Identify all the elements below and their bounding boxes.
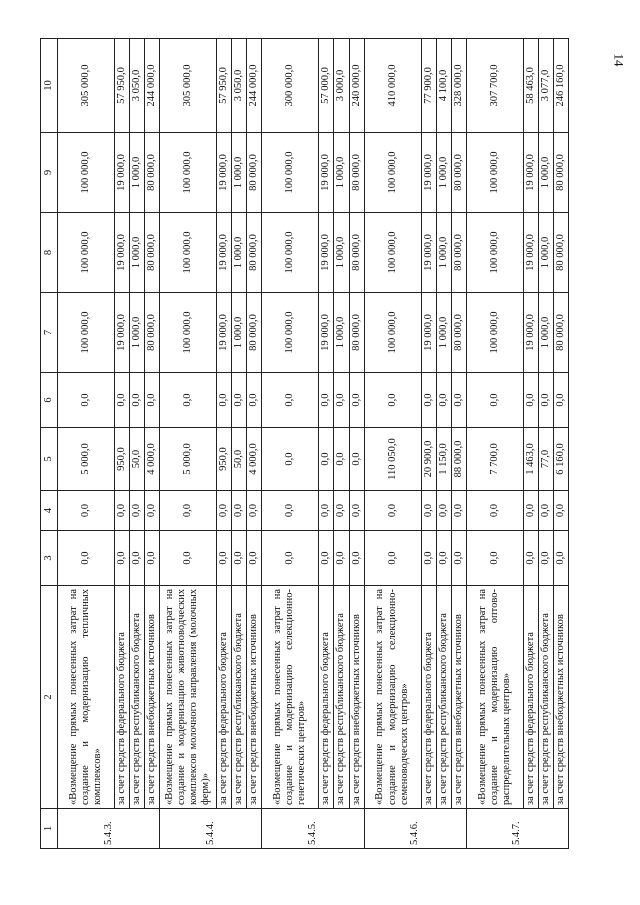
- value-cell: 0,0: [262, 531, 319, 586]
- item-code: 5.4.6.: [364, 809, 466, 849]
- item-code: 5.4.4.: [160, 809, 262, 849]
- table-row: [247, 39, 262, 849]
- table-row: [466, 39, 523, 849]
- value-cell: 1 000,0: [538, 293, 553, 373]
- value-cell: 80 000,0: [247, 133, 262, 213]
- value-cell: 100 000,0: [466, 293, 523, 373]
- value-cell: 19 000,0: [217, 213, 232, 293]
- value-cell: 0,0: [334, 531, 349, 586]
- table-row: [553, 39, 568, 849]
- value-cell: 5 000,0: [160, 428, 217, 491]
- column-header-7: 7: [41, 293, 58, 373]
- column-header-2: 2: [41, 586, 58, 809]
- table-row: [160, 39, 217, 849]
- value-cell: 0,0: [232, 491, 247, 531]
- value-cell: 0,0: [421, 373, 436, 428]
- column-header-3: 3: [41, 531, 58, 586]
- item-description: «Возмещение прямых понесенных затрат на создание и модернизацию оптово-распределительных центров»: [466, 586, 523, 809]
- value-cell: 80 000,0: [145, 293, 160, 373]
- value-cell: 100 000,0: [262, 293, 319, 373]
- value-cell: 0,0: [160, 491, 217, 531]
- item-description: «Возмещение прямых понесенных затрат на создание и модернизацию тепличных комплексов»: [58, 586, 115, 809]
- value-cell: 19 000,0: [421, 213, 436, 293]
- value-cell: 6 160,0: [553, 428, 568, 491]
- funding-source: за счет средств федерального бюджета: [421, 586, 436, 809]
- table-row: [217, 39, 232, 849]
- value-cell: 3 050,0: [232, 39, 247, 133]
- value-cell: 19 000,0: [421, 293, 436, 373]
- value-cell: 80 000,0: [247, 293, 262, 373]
- value-cell: 57 950,0: [217, 39, 232, 133]
- value-cell: 1 000,0: [538, 133, 553, 213]
- value-cell: 80 000,0: [553, 213, 568, 293]
- value-cell: 19 000,0: [115, 213, 130, 293]
- value-cell: 1 000,0: [232, 293, 247, 373]
- funding-source: за счет средств республиканского бюджета: [232, 586, 247, 809]
- value-cell: 100 000,0: [58, 293, 115, 373]
- value-cell: 1 000,0: [232, 133, 247, 213]
- value-cell: 0,0: [115, 373, 130, 428]
- value-cell: 100 000,0: [58, 213, 115, 293]
- value-cell: 0,0: [451, 531, 466, 586]
- value-cell: 0,0: [451, 491, 466, 531]
- value-cell: 19 000,0: [319, 213, 334, 293]
- value-cell: 1 000,0: [436, 133, 451, 213]
- value-cell: 100 000,0: [466, 213, 523, 293]
- value-cell: 19 000,0: [421, 133, 436, 213]
- value-cell: 0,0: [262, 491, 319, 531]
- item-code: 5.4.5.: [262, 809, 364, 849]
- value-cell: 0,0: [319, 373, 334, 428]
- value-cell: 0,0: [58, 491, 115, 531]
- value-cell: 0,0: [553, 531, 568, 586]
- item-code: 5.4.3.: [58, 809, 160, 849]
- value-cell: 100 000,0: [364, 133, 421, 213]
- value-cell: 240 000,0: [349, 39, 364, 133]
- value-cell: 0,0: [115, 491, 130, 531]
- value-cell: 100 000,0: [58, 133, 115, 213]
- value-cell: 4 100,0: [436, 39, 451, 133]
- value-cell: 0,0: [364, 491, 421, 531]
- value-cell: 0,0: [217, 531, 232, 586]
- value-cell: 0,0: [217, 373, 232, 428]
- value-cell: 80 000,0: [145, 213, 160, 293]
- value-cell: 0,0: [130, 491, 145, 531]
- value-cell: 0,0: [538, 531, 553, 586]
- value-cell: 0,0: [466, 491, 523, 531]
- value-cell: 410 000,0: [364, 39, 421, 133]
- value-cell: 0,0: [247, 531, 262, 586]
- column-header-9: 9: [41, 133, 58, 213]
- funding-source: за счет средств федерального бюджета: [523, 586, 538, 809]
- value-cell: 305 000,0: [160, 39, 217, 133]
- value-cell: 100 000,0: [160, 293, 217, 373]
- value-cell: 19 000,0: [319, 133, 334, 213]
- value-cell: 0,0: [538, 491, 553, 531]
- value-cell: 19 000,0: [217, 293, 232, 373]
- value-cell: 100 000,0: [262, 133, 319, 213]
- value-cell: 77 900,0: [421, 39, 436, 133]
- value-cell: 0,0: [160, 531, 217, 586]
- value-cell: 100 000,0: [262, 213, 319, 293]
- table-row: [451, 39, 466, 849]
- value-cell: 0,0: [553, 491, 568, 531]
- value-cell: 80 000,0: [553, 133, 568, 213]
- value-cell: 57 000,0: [319, 39, 334, 133]
- funding-source: за счет средств республиканского бюджета: [130, 586, 145, 809]
- column-header-6: 6: [41, 373, 58, 428]
- value-cell: 1 000,0: [130, 213, 145, 293]
- value-cell: 20 900,0: [421, 428, 436, 491]
- value-cell: 328 000,0: [451, 39, 466, 133]
- value-cell: 246 160,0: [553, 39, 568, 133]
- value-cell: 0,0: [145, 373, 160, 428]
- table-row: [130, 39, 145, 849]
- value-cell: 0,0: [334, 373, 349, 428]
- table-row: [523, 39, 538, 849]
- value-cell: 0,0: [523, 373, 538, 428]
- value-cell: 0,0: [247, 491, 262, 531]
- value-cell: 58 463,0: [523, 39, 538, 133]
- value-cell: 0,0: [247, 373, 262, 428]
- value-cell: 19 000,0: [115, 293, 130, 373]
- value-cell: 100 000,0: [364, 213, 421, 293]
- value-cell: 950,0: [217, 428, 232, 491]
- value-cell: 1 000,0: [232, 213, 247, 293]
- value-cell: 0,0: [262, 428, 319, 491]
- value-cell: 0,0: [58, 373, 115, 428]
- value-cell: 0,0: [421, 531, 436, 586]
- item-description: «Возмещение прямых понесенных затрат на создание и модернизацию животноводческих комплексов молочного направления (молочных ферм)»: [160, 586, 217, 809]
- value-cell: 0,0: [334, 428, 349, 491]
- value-cell: 0,0: [130, 531, 145, 586]
- budget-table: [40, 38, 569, 849]
- value-cell: 3 050,0: [130, 39, 145, 133]
- value-cell: 0,0: [319, 491, 334, 531]
- table-row: [364, 39, 421, 849]
- value-cell: 1 000,0: [436, 293, 451, 373]
- table-row: [319, 39, 334, 849]
- table-row: [262, 39, 319, 849]
- funding-source: за счет средств внебюджетных источников: [145, 586, 160, 809]
- value-cell: 0,0: [130, 373, 145, 428]
- value-cell: 80 000,0: [349, 293, 364, 373]
- value-cell: 0,0: [349, 428, 364, 491]
- value-cell: 57 950,0: [115, 39, 130, 133]
- value-cell: 7 700,0: [466, 428, 523, 491]
- page-number: 14: [611, 53, 627, 67]
- value-cell: 0,0: [217, 491, 232, 531]
- value-cell: 80 000,0: [451, 133, 466, 213]
- value-cell: 244 000,0: [247, 39, 262, 133]
- table-row: [436, 39, 451, 849]
- value-cell: 0,0: [364, 531, 421, 586]
- value-cell: 0,0: [145, 491, 160, 531]
- value-cell: 0,0: [115, 531, 130, 586]
- value-cell: 307 700,0: [466, 39, 523, 133]
- value-cell: 88 000,0: [451, 428, 466, 491]
- column-header-10: 10: [41, 39, 58, 133]
- value-cell: 0,0: [436, 531, 451, 586]
- table-row: [58, 39, 115, 849]
- item-code: 5.4.7.: [466, 809, 568, 849]
- value-cell: 19 000,0: [319, 293, 334, 373]
- value-cell: 0,0: [538, 373, 553, 428]
- value-cell: 80 000,0: [451, 293, 466, 373]
- table-row: [232, 39, 247, 849]
- funding-source: за счет средств внебюджетных источников: [247, 586, 262, 809]
- value-cell: 0,0: [451, 373, 466, 428]
- value-cell: 100 000,0: [364, 293, 421, 373]
- funding-source: за счет средств республиканского бюджета: [538, 586, 553, 809]
- value-cell: 0,0: [349, 491, 364, 531]
- value-cell: 0,0: [334, 491, 349, 531]
- value-cell: 19 000,0: [523, 293, 538, 373]
- value-cell: 0,0: [160, 373, 217, 428]
- funding-source: за счет средств внебюджетных источников: [349, 586, 364, 809]
- value-cell: 4 000,0: [145, 428, 160, 491]
- value-cell: 80 000,0: [349, 213, 364, 293]
- value-cell: 1 000,0: [130, 293, 145, 373]
- funding-source: за счет средств республиканского бюджета: [334, 586, 349, 809]
- funding-source: за счет средств федерального бюджета: [115, 586, 130, 809]
- value-cell: 0,0: [232, 531, 247, 586]
- table-body: [58, 39, 569, 849]
- value-cell: 80 000,0: [247, 213, 262, 293]
- value-cell: 1 150,0: [436, 428, 451, 491]
- value-cell: 300 000,0: [262, 39, 319, 133]
- value-cell: 0,0: [436, 491, 451, 531]
- value-cell: 80 000,0: [145, 133, 160, 213]
- value-cell: 0,0: [466, 373, 523, 428]
- table-row: [145, 39, 160, 849]
- value-cell: 0,0: [349, 531, 364, 586]
- value-cell: 1 000,0: [334, 213, 349, 293]
- value-cell: 0,0: [262, 373, 319, 428]
- value-cell: 950,0: [115, 428, 130, 491]
- funding-source: за счет средств федерального бюджета: [217, 586, 232, 809]
- value-cell: 0,0: [523, 491, 538, 531]
- value-cell: 305 000,0: [58, 39, 115, 133]
- value-cell: 1 463,0: [523, 428, 538, 491]
- funding-source: за счет средств республиканского бюджета: [436, 586, 451, 809]
- value-cell: 0,0: [319, 428, 334, 491]
- value-cell: 50,0: [232, 428, 247, 491]
- table-row: [421, 39, 436, 849]
- funding-source: за счет средств внебюджетных источников: [451, 586, 466, 809]
- value-cell: 0,0: [349, 373, 364, 428]
- column-header-5: 5: [41, 428, 58, 491]
- value-cell: 77,0: [538, 428, 553, 491]
- value-cell: 50,0: [130, 428, 145, 491]
- header-row: [41, 39, 58, 849]
- column-header-8: 8: [41, 213, 58, 293]
- value-cell: 0,0: [553, 373, 568, 428]
- table-row: [115, 39, 130, 849]
- value-cell: 0,0: [466, 531, 523, 586]
- value-cell: 100 000,0: [466, 133, 523, 213]
- value-cell: 110 050,0: [364, 428, 421, 491]
- value-cell: 1 000,0: [334, 133, 349, 213]
- funding-source: за счет средств федерального бюджета: [319, 586, 334, 809]
- value-cell: 80 000,0: [553, 293, 568, 373]
- value-cell: 1 000,0: [334, 293, 349, 373]
- value-cell: 1 000,0: [130, 133, 145, 213]
- value-cell: 5 000,0: [58, 428, 115, 491]
- funding-source: за счет средств внебюджетных источников: [553, 586, 568, 809]
- table-row: [334, 39, 349, 849]
- value-cell: 80 000,0: [451, 213, 466, 293]
- value-cell: 3 000,0: [334, 39, 349, 133]
- item-description: «Возмещение прямых понесенных затрат на создание и модернизацию селекционно-семеноводческих центров»: [364, 586, 421, 809]
- value-cell: 80 000,0: [349, 133, 364, 213]
- value-cell: 0,0: [319, 531, 334, 586]
- value-cell: 100 000,0: [160, 213, 217, 293]
- table-row: [538, 39, 553, 849]
- column-header-4: 4: [41, 491, 58, 531]
- item-description: «Возмещение прямых понесенных затрат на создание и модернизацию селекционно-генетических центров»: [262, 586, 319, 809]
- value-cell: 0,0: [58, 531, 115, 586]
- value-cell: 4 000,0: [247, 428, 262, 491]
- value-cell: 19 000,0: [217, 133, 232, 213]
- value-cell: 0,0: [436, 373, 451, 428]
- table-row: [349, 39, 364, 849]
- value-cell: 0,0: [421, 491, 436, 531]
- column-header-1: 1: [41, 809, 58, 849]
- value-cell: 3 077,0: [538, 39, 553, 133]
- value-cell: 19 000,0: [523, 133, 538, 213]
- value-cell: 244 000,0: [145, 39, 160, 133]
- value-cell: 0,0: [232, 373, 247, 428]
- value-cell: 100 000,0: [160, 133, 217, 213]
- value-cell: 0,0: [364, 373, 421, 428]
- value-cell: 1 000,0: [538, 213, 553, 293]
- value-cell: 0,0: [145, 531, 160, 586]
- value-cell: 1 000,0: [436, 213, 451, 293]
- value-cell: 0,0: [523, 531, 538, 586]
- value-cell: 19 000,0: [115, 133, 130, 213]
- value-cell: 19 000,0: [523, 213, 538, 293]
